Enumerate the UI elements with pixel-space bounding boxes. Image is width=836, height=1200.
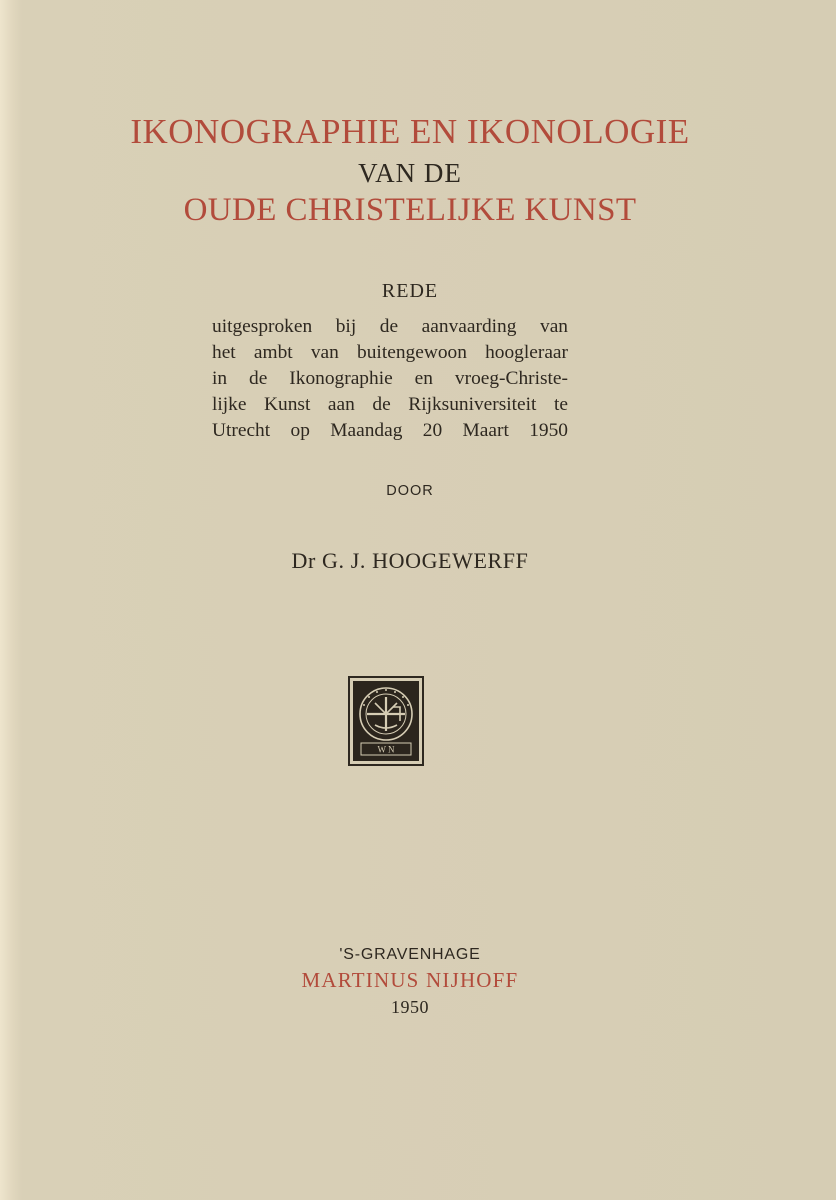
by-label: DOOR <box>386 483 434 499</box>
imprint-place: 'S-GRAVENHAGE <box>339 946 481 963</box>
body-line: Utrecht op Maandag 20 Maart 1950 <box>212 420 568 441</box>
body-text <box>212 314 568 444</box>
body-line: het ambt van buitengewoon hoogleraar <box>212 342 568 363</box>
body-line: uitgesproken bij de aanvaarding van <box>212 316 568 337</box>
body-line: lijke Kunst aan de Rijksuniversiteit te <box>212 394 568 415</box>
emblem-graphic <box>353 681 419 761</box>
title-line-2: VAN DE <box>358 158 462 188</box>
publisher-device-icon <box>348 676 424 766</box>
body-line: in de Ikonographie en vroeg-Christe- <box>212 368 568 389</box>
emblem-monogram: W N <box>377 744 395 755</box>
emblem-field <box>353 681 419 761</box>
imprint-year: 1950 <box>391 997 429 1017</box>
subtitle: REDE <box>381 280 439 302</box>
title-line-1: IKONOGRAPHIE EN IKONOLOGIE <box>130 112 690 151</box>
title-line-3: OUDE CHRISTELIJKE KUNST <box>183 192 637 228</box>
imprint-publisher: MARTINUS NIJHOFF <box>301 968 519 992</box>
author-name: Dr G. J. HOOGEWERFF <box>291 548 529 573</box>
